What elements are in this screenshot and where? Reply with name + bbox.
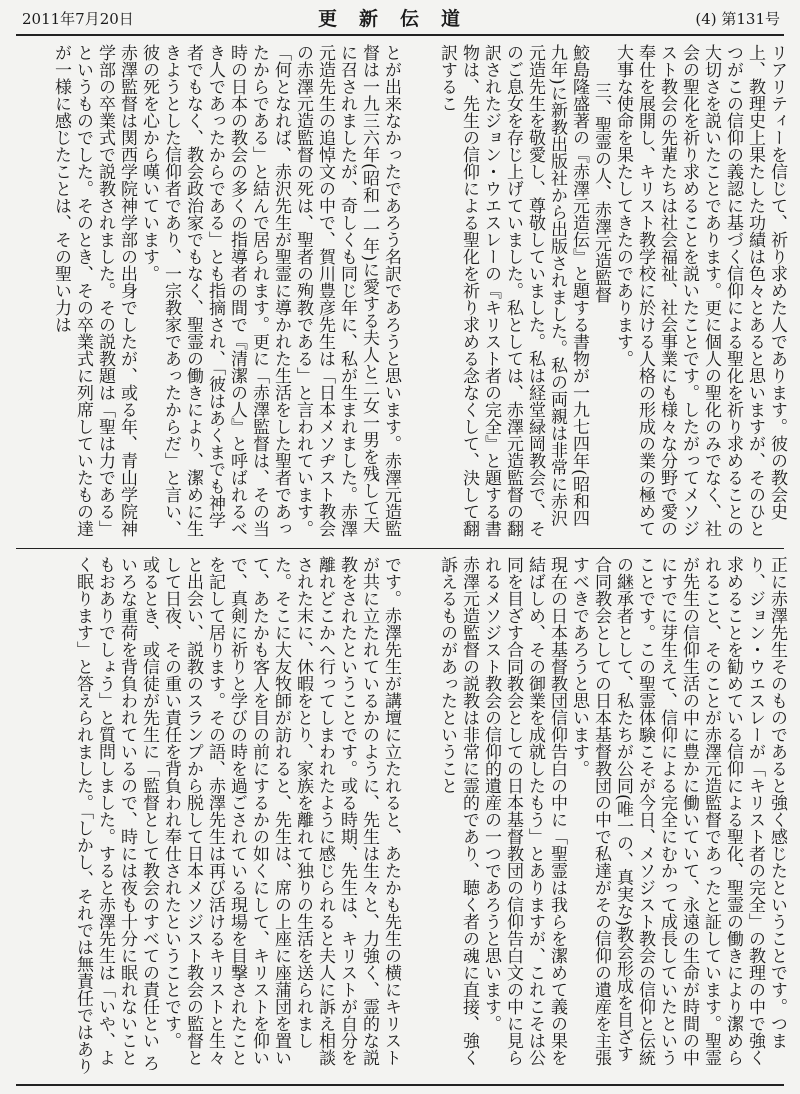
paragraph: とが出来なかったであろう名訳であろうと思います。赤澤元造監督は一九三六年(昭和一一年)に愛する夫人と二女一男を残して天に召されましたが、奇しくも同じ年に、私が生まれました。赤澤元造先生の追悼文の中で、賀川豊彦先生は「日本メソヂスト教会の赤澤元造監督の死は、聖者の殉教である」と言われています。「何となれば、赤沢先生が聖霊に導かれた生活をした聖者であったからである」と結んで居られます。更に「赤澤監督は、その当時の日本の教会の多くの指導者の間で『清潔の人』と呼ばれるべき人であったからである」とも指摘され、「彼はあくまでも神学者でもなく、教会政治家でもなく、聖霊の働きにより、潔めに生きようとした信仰者であり、一宗教家であったからだ」と言い、彼の死を心から嘆いています。 [139,44,401,537]
header-rule [16,34,784,36]
paragraph: 正に赤澤先生そのものであると強く感じたということです。つまり、ジョン・ウエスレーが「キリスト者の完全」の教理の中で強く求めることを勧めている信仰による聖化、聖霊の働きにより潔められること、そのことが赤澤元造監督であったと証しています。聖霊が先生の信仰生活の中に豊かに働いていて、永遠の生命が時間の中にすでに芽生えて、信仰による完全にむかって成長していたということです。この聖霊体験こそが今日、メソジスト教会の信仰と伝統の継承者として、私たちが公同(唯一の、真実な)教会形成を目ざす合同教会としての日本基督教団の中で私達がその信仰の遺産を主張すべきであろうと思います。 [569,556,787,1066]
section-heading: 三、聖霊の人、赤澤元造監督 [591,82,611,303]
paragraph: 現在の日本基督教団信仰告白の中に「聖霊は我らを潔めて義の果を結ばしめ、その御業を成就したもう」とありますが、これこそは公同を目ざす合同教会としての日本基督教団の信仰告白文の中に見られるメソジスト教会の信仰的遺産の一つであろうと思います。 [481,556,567,1066]
footer-rule [16,1084,784,1086]
lower-right-column [412,556,788,1078]
paragraph: です。赤澤先生が講壇に立たれると、あたかも先生の横にキリストが共に立たれているかのように、先生は生々と、力強く、霊的な説教をされたということです。或る時期、先生は、キリストが自分を離れどこかへ行ってしまわれたように感じられると夫人に訴え相談された末に、休暇をとり、家族を離れて独りの生活を送られました。そこに大友牧師が訪れると、先生は、席の上座に座蒲団を置いて、あたかも客人を目の前にするかの如くにして、キリストを仰いで、真剣に祈りと学びの時を過ごされている現場を目撃されたことを記して居ります。その語、赤澤先生は再び活けるキリストと生々と出会い、説教のスランプから脱して日本メソジスト教会の監督として日夜、その重い責任を背負われ奉仕されたということです。 [161,556,401,1066]
paragraph: 赤澤元造監督の説教は非常に霊的であり、聴く者の魂に直接、強く訴えるものがあったということ [437,556,479,1066]
paragraph: 鮫島隆盛著の『赤澤元造伝』と題する書物が一九七四年(昭和四九年)に新教出版社から出版されました。私の両親は非常に赤沢元造先生を敬愛し、尊敬していました。私は経堂緑岡教会で、そのご息女を存じ上げていました。私としては、赤澤元造監督の翻訳されたジョン・ウエスレーの『キリスト者の完全』と題する書物は、先生の信仰による聖化を祈り求める念なくして、決して翻訳するこ [437,44,589,537]
upper-left-column [18,44,402,540]
lower-left-column [18,556,402,1078]
page-header [0,0,800,34]
upper-right-column [412,44,788,540]
issue-date: 2011年7月20日 [22,10,134,28]
newspaper-title: 更新伝道 [317,8,482,30]
paragraph: 赤澤監督は関西学院神学部の出身でしたが、或る年、青山学院神学部の卒業式で説教されました。その説教題は「聖は力である」というものでした。そのとき、その卒業式に列席していたもの達が一様に感じたことは、その聖い力は [51,44,137,537]
paragraph: リアリティーを信じて、祈り求めた人であります。彼の教会史上、教理史上果たした功績は色々とあると思いますが、そのひとつがこの信仰の義認に基づく信仰による聖化を祈り求めることの大切さを説いたことであります。更に個人の聖化のみでなく、社会の聖化を祈り求めることを説いたことです。したがってメソジスト教会の先輩たちは社会福祉、社会事業にも様々な分野で愛の奉仕を展開し、キリスト教学校に於ける人格の形成の業の極めて大事な使命を果たしてきたのであります。 [613,44,787,537]
paragraph: 或るとき、或信徒が先生に「監督として教会のすべての責任とい ろいろな重荷を背負われているので、時には夜も十分に眠れないこともおありでしょう」と質問しました。すると赤澤先生は「いや、よく眠ります」と答えられました。「しかし、それでは無責任ではあり [73,556,159,1075]
issue-number: (4) 第131号 [695,10,780,28]
section-divider [16,548,784,549]
